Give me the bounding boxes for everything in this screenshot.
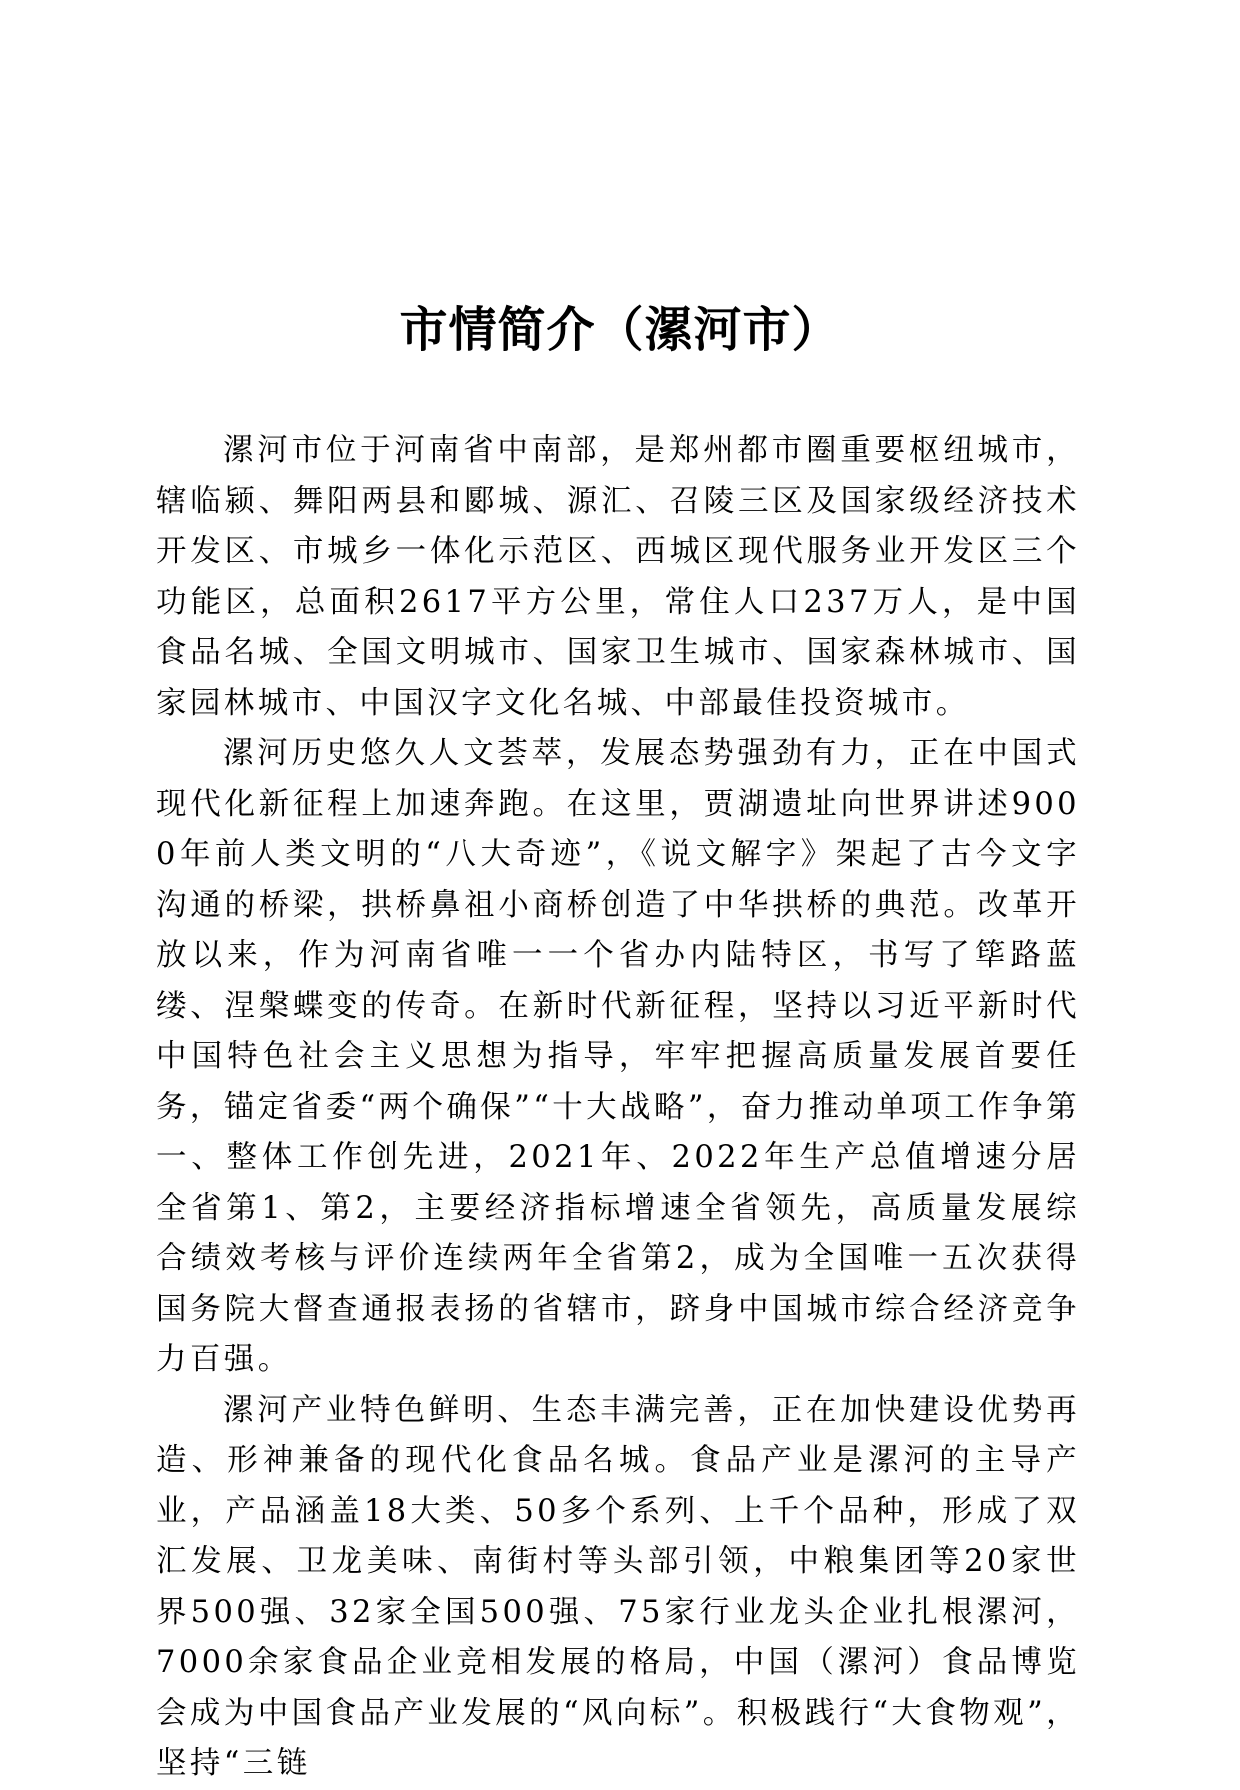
page-title: 市情简介（漯河市）	[399, 302, 841, 358]
paragraph-industry-ecology: 漯河产业特色鲜明、生态丰满完善，正在加快建设优势再造、形神兼备的现代化食品名城。食品产业是漯河的主导产业，产品涵盖18大类、50多个系列、上千个品种，形成了双汇发展、卫龙美味、南街村等头部引领，中粮集团等20家世界500强、32家全国500强、75家行业龙头企业扎根漯河，7000余家食品企业竞相发展的格局，中国（漯河）食品博览会成为中国食品产业发展的“风向标”。积极践行“大食物观”，坚持“三链	[156, 1392, 1080, 1781]
paragraph-history-development: 漯河历史悠久人文荟萃，发展态势强劲有力，正在中国式现代化新征程上加速奔跑。在这里，贾湖遗址向世界讲述9000年前人类文明的“八大奇迹”，《说文解字》架起了古今文字沟通的桥梁，拱桥鼻祖小商桥创造了中华拱桥的典范。改革开放以来，作为河南省唯一一个省办内陆特区，书写了筚路蓝缕、涅槃蝶变的传奇。在新时代新征程，坚持以习近平新时代中国特色社会主义思想为指导，牢牢把握高质量发展首要任务，锚定省委“两个确保”“十大战略”，奋力推动单项工作争第一、整体工作创先进，2021年、2022年生产总值增速分居全省第1、第2，主要经济指标增速全省领先，高质量发展综合绩效考核与评价连续两年全省第2，成为全国唯一五次获得国务院大督查通报表扬的省辖市，跻身中国城市综合经济竞争力百强。	[156, 736, 1080, 1377]
document-body	[156, 426, 1080, 1790]
paragraph-overview: 漯河市位于河南省中南部，是郑州都市圈重要枢纽城市，辖临颍、舞阳两县和郾城、源汇、召陵三区及国家级经济技术开发区、市城乡一体化示范区、西城区现代服务业开发区三个功能区，总面积2617平方公里，常住人口237万人，是中国食品名城、全国文明城市、国家卫生城市、国家森林城市、国家园林城市、中国汉字文化名城、中部最佳投资城市。	[156, 433, 1080, 721]
